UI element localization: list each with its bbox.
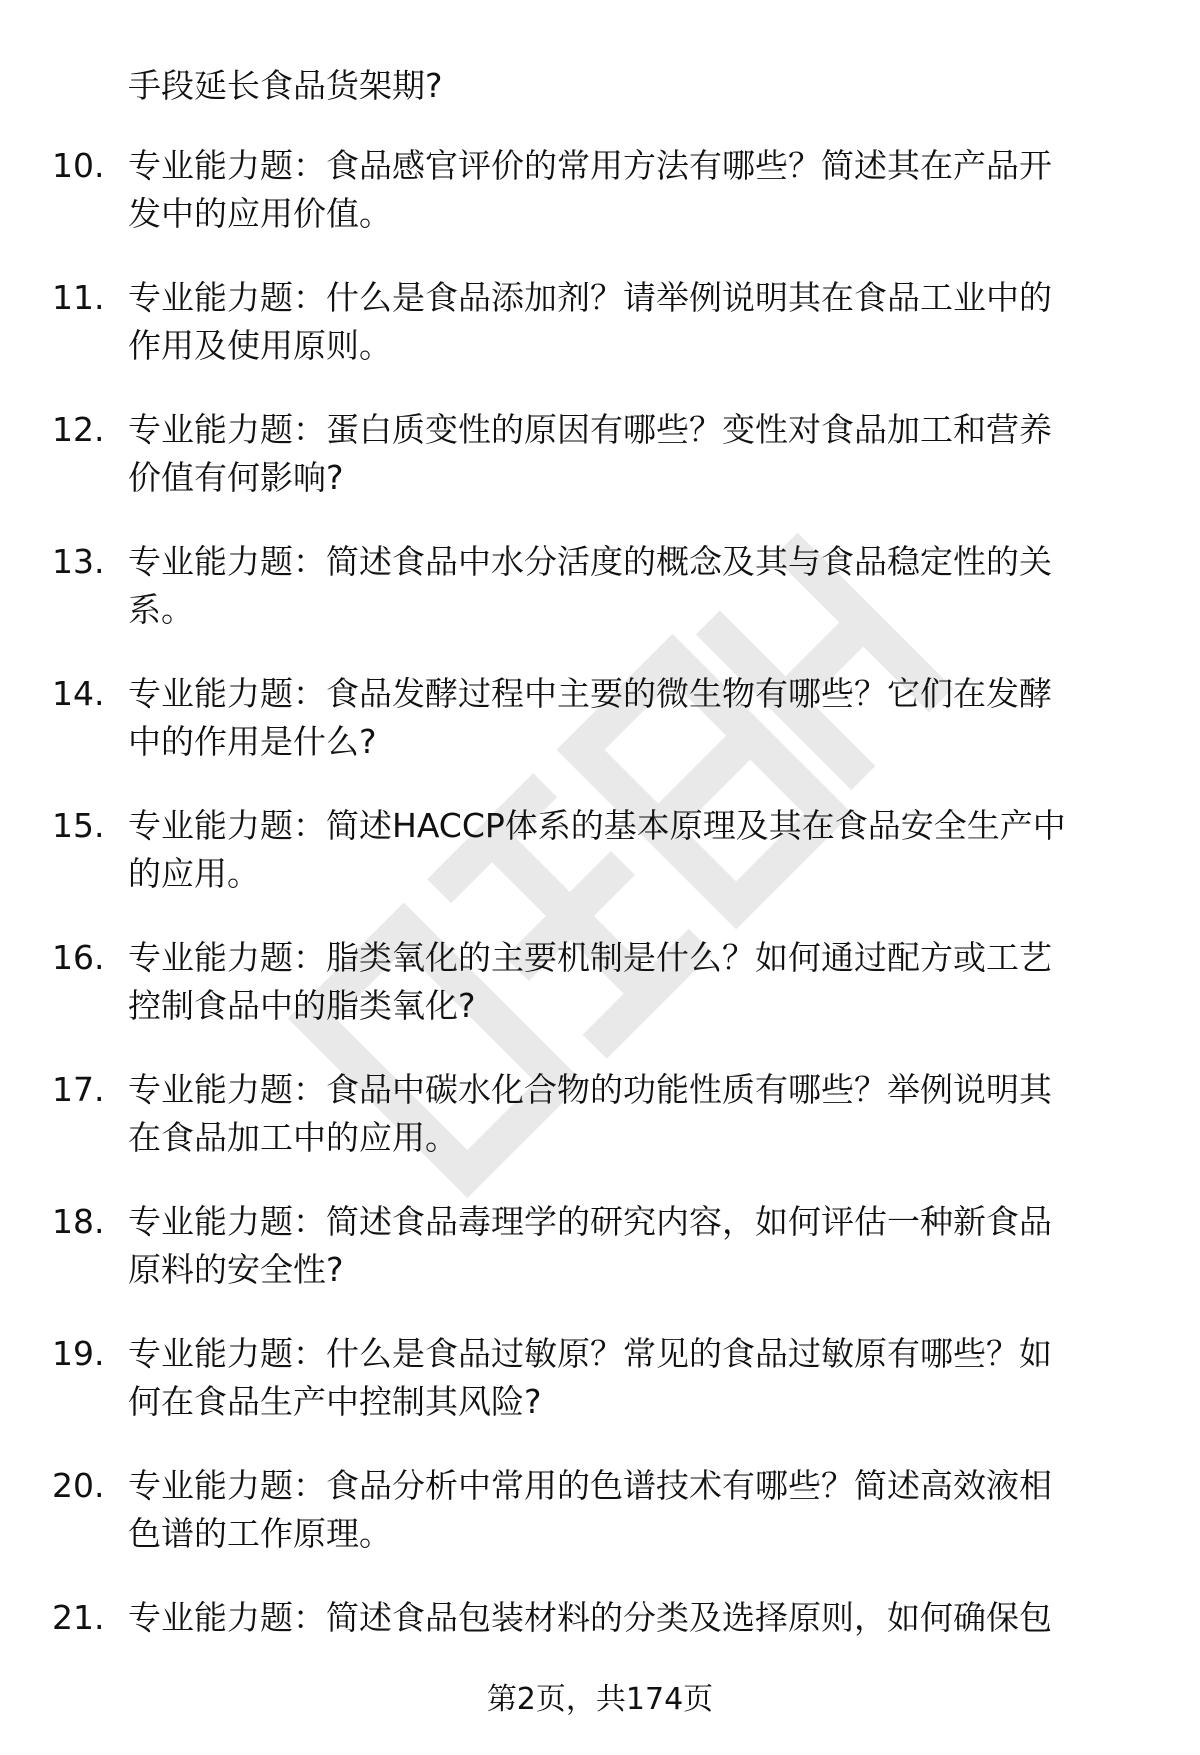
question-text-line: 原料的安全性? (128, 1250, 344, 1289)
question-text (128, 670, 1148, 766)
question-number: 13. (52, 542, 105, 581)
question-text-line: 专业能力题：什么是食品过敏原？常见的食品过敏原有哪些？如 (128, 1334, 1052, 1373)
question-text (128, 274, 1148, 370)
list-item (0, 1462, 1200, 1594)
question-text-line: 的应用。 (128, 854, 260, 893)
list-item (0, 1066, 1200, 1198)
question-list (0, 142, 1200, 1726)
question-text-line: 色谱的工作原理。 (128, 1514, 392, 1553)
question-number: 15. (52, 806, 105, 845)
question-text-line: 专业能力题：脂类氧化的主要机制是什么？如何通过配方或工艺 (128, 938, 1052, 977)
question-number: 21. (52, 1598, 105, 1637)
list-item (0, 406, 1200, 538)
question-text (128, 934, 1148, 1030)
question-text-line: 专业能力题：食品分析中常用的色谱技术有哪些？简述高效液相 (128, 1466, 1052, 1505)
question-text (128, 142, 1148, 238)
question-text-line: 专业能力题：食品发酵过程中主要的微生物有哪些？它们在发酵 (128, 674, 1052, 713)
list-item (0, 670, 1200, 802)
question-text-line: 专业能力题：简述食品毒理学的研究内容，如何评估一种新食品 (128, 1202, 1052, 1241)
list-item (0, 1330, 1200, 1462)
question-number: 10. (52, 146, 105, 185)
question-text-line: 专业能力题：简述HACCP体系的基本原理及其在食品安全生产中 (128, 806, 1066, 845)
question-number: 18. (52, 1202, 105, 1241)
question-number: 11. (52, 278, 105, 317)
question-number: 19. (52, 1334, 105, 1373)
question-text (128, 406, 1148, 502)
question-text-line: 价值有何影响? (128, 458, 344, 497)
question-number: 14. (52, 674, 105, 713)
question-text-line: 何在食品生产中控制其风险? (128, 1382, 542, 1421)
question-text-line: 发中的应用价值。 (128, 194, 392, 233)
question-number: 12. (52, 410, 105, 449)
list-item (0, 142, 1200, 274)
question-text-line: 控制食品中的脂类氧化? (128, 986, 476, 1025)
question-text-line: 专业能力题：食品中碳水化合物的功能性质有哪些？举例说明其 (128, 1070, 1052, 1109)
question-text (128, 1066, 1148, 1162)
question-text-line: 中的作用是什么? (128, 722, 377, 761)
question-text-line: 专业能力题：简述食品包装材料的分类及选择原则，如何确保包 (128, 1598, 1052, 1637)
list-item (0, 802, 1200, 934)
question-number: 16. (52, 938, 105, 977)
question-number: 17. (52, 1070, 105, 1109)
list-item (0, 274, 1200, 406)
list-item (0, 1198, 1200, 1330)
question-text-line: 作用及使用原则。 (128, 326, 392, 365)
continuation-text: 手段延长食品货架期? (128, 66, 443, 105)
question-text (128, 1330, 1148, 1426)
question-text-line: 专业能力题：蛋白质变性的原因有哪些？变性对食品加工和营养 (128, 410, 1052, 449)
page-footer: 第2页，共174页 (486, 1682, 714, 1717)
question-text (128, 802, 1148, 898)
question-text (128, 1462, 1148, 1558)
question-text-line: 系。 (128, 590, 194, 629)
question-text-line: 在食品加工中的应用。 (128, 1118, 458, 1157)
list-item (0, 538, 1200, 670)
question-text-line: 专业能力题：食品感官评价的常用方法有哪些？简述其在产品开 (128, 146, 1052, 185)
question-text-line: 专业能力题：简述食品中水分活度的概念及其与食品稳定性的关 (128, 542, 1052, 581)
question-text (128, 538, 1148, 634)
question-number: 20. (52, 1466, 105, 1505)
question-text (128, 1594, 1148, 1642)
list-item (0, 934, 1200, 1066)
question-text (128, 1198, 1148, 1294)
question-text-line: 专业能力题：什么是食品添加剂？请举例说明其在食品工业中的 (128, 278, 1052, 317)
